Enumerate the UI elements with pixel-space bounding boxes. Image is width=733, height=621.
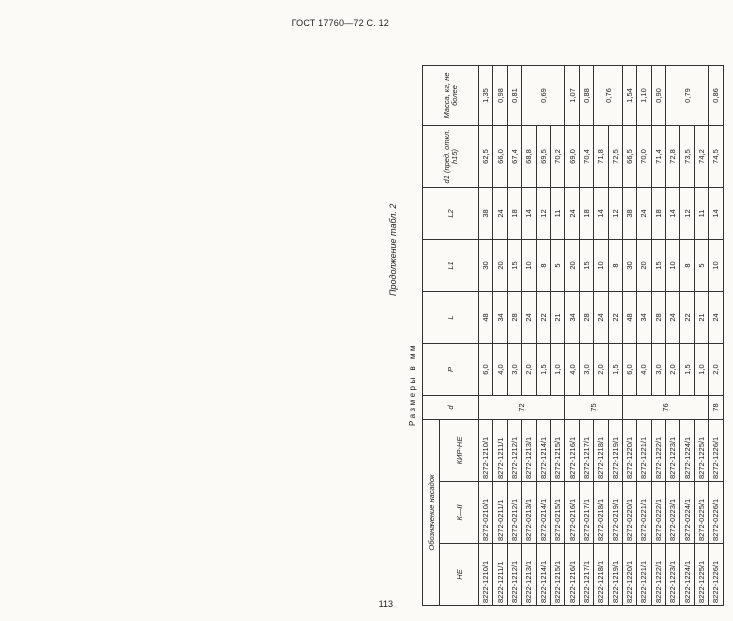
- cell-l: 48: [622, 292, 636, 344]
- col-header-d: d: [423, 396, 479, 420]
- col-header-ne: НЕ: [440, 544, 479, 606]
- cell-l: 28: [579, 292, 593, 344]
- cell-l2: 11: [694, 188, 708, 240]
- cell-d1: 68,8: [522, 126, 536, 188]
- cell-ne: 8222-1213/1: [522, 544, 536, 606]
- cell-mass: 1,54: [622, 66, 636, 126]
- cell-ne: 8222-1217/1: [579, 544, 593, 606]
- cell-l: 24: [709, 292, 723, 344]
- cell-d1: 62,5: [479, 126, 493, 188]
- cell-l: 34: [637, 292, 651, 344]
- cell-d1: 70,4: [579, 126, 593, 188]
- cell-l1: 20: [493, 240, 507, 292]
- cell-l1: 15: [579, 240, 593, 292]
- table-row: [550, 66, 564, 606]
- cell-l2: 12: [680, 188, 694, 240]
- cell-l2: 14: [666, 188, 680, 240]
- cell-l2: 12: [536, 188, 550, 240]
- cell-ne: 8222-1211/1: [493, 544, 507, 606]
- table-row: [666, 66, 680, 606]
- cell-k2: 8272-0214/1: [536, 482, 550, 544]
- table-row: [680, 66, 694, 606]
- table-title: Продолжение табл. 2: [388, 203, 398, 296]
- cell-d1: 66,5: [622, 126, 636, 188]
- cell-ne: 8222-1226/1: [709, 544, 723, 606]
- cell-kir-ne: 8272-1217/1: [579, 420, 593, 482]
- cell-d: 76: [622, 396, 708, 420]
- cell-d: 78: [709, 396, 723, 420]
- cell-l1: 20: [565, 240, 579, 292]
- cell-kir-ne: 8272-1226/1: [709, 420, 723, 482]
- cell-d: 75: [565, 396, 623, 420]
- cell-mass: 0,79: [666, 66, 709, 126]
- col-header-l2: L2: [423, 188, 479, 240]
- cell-k2: 8272-0218/1: [594, 482, 608, 544]
- cell-d1: 69,5: [536, 126, 550, 188]
- cell-l: 34: [493, 292, 507, 344]
- cell-ne: 8222-1223/1: [666, 544, 680, 606]
- cell-mass: 1,35: [479, 66, 493, 126]
- table-row: [637, 66, 651, 606]
- table-row: [565, 66, 579, 606]
- cell-k2: 8272-0210/1: [479, 482, 493, 544]
- cell-p: 4,0: [565, 344, 579, 396]
- cell-mass: 0,69: [522, 66, 565, 126]
- cell-l2: 14: [709, 188, 723, 240]
- cell-l: 24: [522, 292, 536, 344]
- cell-kir-ne: 8272-1211/1: [493, 420, 507, 482]
- cell-k2: 8272-0211/1: [493, 482, 507, 544]
- cell-d1: 72,5: [608, 126, 622, 188]
- cell-l1: 30: [479, 240, 493, 292]
- dimensions-table: [422, 65, 724, 606]
- cell-p: 2,0: [594, 344, 608, 396]
- cell-p: 1,0: [694, 344, 708, 396]
- col-header-kir-ne: КИР-НЕ: [440, 420, 479, 482]
- cell-ne: 8222-1218/1: [594, 544, 608, 606]
- cell-p: 2,0: [666, 344, 680, 396]
- cell-p: 1,5: [680, 344, 694, 396]
- table-caption: Размеры в мм: [408, 343, 417, 426]
- cell-mass: 0,98: [493, 66, 507, 126]
- cell-p: 6,0: [479, 344, 493, 396]
- cell-l1: 5: [550, 240, 564, 292]
- cell-kir-ne: 8272-1214/1: [536, 420, 550, 482]
- cell-k2: 8272-0215/1: [550, 482, 564, 544]
- cell-l2: 12: [608, 188, 622, 240]
- cell-kir-ne: 8272-1218/1: [594, 420, 608, 482]
- cell-l2: 18: [579, 188, 593, 240]
- cell-kir-ne: 8272-1216/1: [565, 420, 579, 482]
- cell-ne: 8222-1225/1: [694, 544, 708, 606]
- cell-k2: 8272-0224/1: [680, 482, 694, 544]
- page-number: 113: [378, 599, 393, 609]
- cell-k2: 8272-0217/1: [579, 482, 593, 544]
- cell-l1: 10: [594, 240, 608, 292]
- cell-ne: 8222-1214/1: [536, 544, 550, 606]
- table-row: [522, 66, 536, 606]
- cell-l2: 24: [637, 188, 651, 240]
- cell-p: 2,0: [709, 344, 723, 396]
- table-row: [507, 66, 521, 606]
- col-header-k2: К—II: [440, 482, 479, 544]
- cell-l: 21: [550, 292, 564, 344]
- cell-kir-ne: 8272-1210/1: [479, 420, 493, 482]
- table-row: [536, 66, 550, 606]
- cell-l: 21: [694, 292, 708, 344]
- cell-l2: 14: [594, 188, 608, 240]
- cell-p: 1,0: [550, 344, 564, 396]
- cell-mass: 1,10: [637, 66, 651, 126]
- cell-mass: 0,90: [651, 66, 665, 126]
- cell-k2: 8272-0221/1: [637, 482, 651, 544]
- group-header: Обозначение насадок: [423, 420, 440, 606]
- cell-kir-ne: 8272-1223/1: [666, 420, 680, 482]
- cell-k2: 8272-0222/1: [651, 482, 665, 544]
- col-header-d1: d1 (пред. откл. h15): [423, 126, 479, 188]
- cell-l2: 24: [493, 188, 507, 240]
- cell-l1: 10: [709, 240, 723, 292]
- table-row: [694, 66, 708, 606]
- cell-p: 4,0: [637, 344, 651, 396]
- cell-l2: 11: [550, 188, 564, 240]
- cell-d1: 71,8: [594, 126, 608, 188]
- cell-l1: 20: [637, 240, 651, 292]
- cell-kir-ne: 8272-1220/1: [622, 420, 636, 482]
- cell-l: 24: [666, 292, 680, 344]
- cell-l: 28: [651, 292, 665, 344]
- cell-p: 1,5: [536, 344, 550, 396]
- cell-d: 72: [479, 396, 565, 420]
- cell-l1: 15: [507, 240, 521, 292]
- cell-p: 3,0: [507, 344, 521, 396]
- cell-ne: 8222-1210/1: [479, 544, 493, 606]
- table-row: [608, 66, 622, 606]
- cell-l: 22: [680, 292, 694, 344]
- cell-mass: 0,76: [594, 66, 623, 126]
- cell-d1: 66,0: [493, 126, 507, 188]
- cell-ne: 8222-1224/1: [680, 544, 694, 606]
- cell-d1: 70,0: [637, 126, 651, 188]
- cell-kir-ne: 8272-1221/1: [637, 420, 651, 482]
- cell-d1: 67,4: [507, 126, 521, 188]
- col-header-p: P: [423, 344, 479, 396]
- cell-ne: 8222-1222/1: [651, 544, 665, 606]
- cell-l: 28: [507, 292, 521, 344]
- cell-ne: 8222-1216/1: [565, 544, 579, 606]
- cell-l2: 38: [622, 188, 636, 240]
- table-row: [579, 66, 593, 606]
- cell-kir-ne: 8272-1215/1: [550, 420, 564, 482]
- cell-ne: 8222-1221/1: [637, 544, 651, 606]
- cell-l1: 5: [694, 240, 708, 292]
- cell-l1: 10: [522, 240, 536, 292]
- rotated-table-container: [388, 46, 733, 606]
- cell-p: 4,0: [493, 344, 507, 396]
- cell-l2: 18: [507, 188, 521, 240]
- cell-l: 34: [565, 292, 579, 344]
- cell-mass: 0,81: [507, 66, 521, 126]
- cell-l1: 10: [666, 240, 680, 292]
- cell-kir-ne: 8272-1222/1: [651, 420, 665, 482]
- cell-kir-ne: 8272-1213/1: [522, 420, 536, 482]
- cell-d1: 71,4: [651, 126, 665, 188]
- cell-ne: 8222-1220/1: [622, 544, 636, 606]
- cell-l1: 8: [680, 240, 694, 292]
- table-row: [493, 66, 507, 606]
- cell-l: 22: [608, 292, 622, 344]
- table-row: [709, 66, 723, 606]
- cell-l: 22: [536, 292, 550, 344]
- cell-d1: 74,2: [694, 126, 708, 188]
- col-header-l: L: [423, 292, 479, 344]
- cell-kir-ne: 8272-1225/1: [694, 420, 708, 482]
- cell-k2: 8272-0220/1: [622, 482, 636, 544]
- cell-kir-ne: 8272-1224/1: [680, 420, 694, 482]
- cell-d1: 70,2: [550, 126, 564, 188]
- cell-mass: 1,07: [565, 66, 579, 126]
- cell-d1: 74,5: [709, 126, 723, 188]
- cell-l1: 15: [651, 240, 665, 292]
- cell-ne: 8222-1219/1: [608, 544, 622, 606]
- cell-p: 1,5: [608, 344, 622, 396]
- table-row: [622, 66, 636, 606]
- cell-l2: 14: [522, 188, 536, 240]
- table-row: [651, 66, 665, 606]
- cell-l: 48: [479, 292, 493, 344]
- cell-k2: 8272-0213/1: [522, 482, 536, 544]
- cell-l2: 18: [651, 188, 665, 240]
- cell-l2: 38: [479, 188, 493, 240]
- cell-k2: 8272-0219/1: [608, 482, 622, 544]
- cell-l: 24: [594, 292, 608, 344]
- cell-d1: 69,0: [565, 126, 579, 188]
- cell-p: 3,0: [579, 344, 593, 396]
- cell-l1: 30: [622, 240, 636, 292]
- cell-mass: 0,86: [709, 66, 723, 126]
- table-row: [479, 66, 493, 606]
- cell-kir-ne: 8272-1219/1: [608, 420, 622, 482]
- document-header: ГОСТ 17760—72 С. 12: [291, 18, 389, 28]
- cell-k2: 8272-0226/1: [709, 482, 723, 544]
- cell-p: 6,0: [622, 344, 636, 396]
- table-row: [594, 66, 608, 606]
- cell-p: 3,0: [651, 344, 665, 396]
- cell-l2: 24: [565, 188, 579, 240]
- cell-kir-ne: 8272-1212/1: [507, 420, 521, 482]
- cell-l1: 8: [608, 240, 622, 292]
- cell-d1: 72,8: [666, 126, 680, 188]
- cell-k2: 8272-0223/1: [666, 482, 680, 544]
- col-header-mass: Масса, кг, не более: [423, 66, 479, 126]
- cell-ne: 8222-1215/1: [550, 544, 564, 606]
- cell-k2: 8272-0212/1: [507, 482, 521, 544]
- cell-mass: 0,88: [579, 66, 593, 126]
- cell-p: 2,0: [522, 344, 536, 396]
- cell-d1: 73,5: [680, 126, 694, 188]
- cell-l1: 8: [536, 240, 550, 292]
- col-header-l1: L1: [423, 240, 479, 292]
- cell-k2: 8272-0225/1: [694, 482, 708, 544]
- cell-k2: 8272-0216/1: [565, 482, 579, 544]
- cell-ne: 8222-1212/1: [507, 544, 521, 606]
